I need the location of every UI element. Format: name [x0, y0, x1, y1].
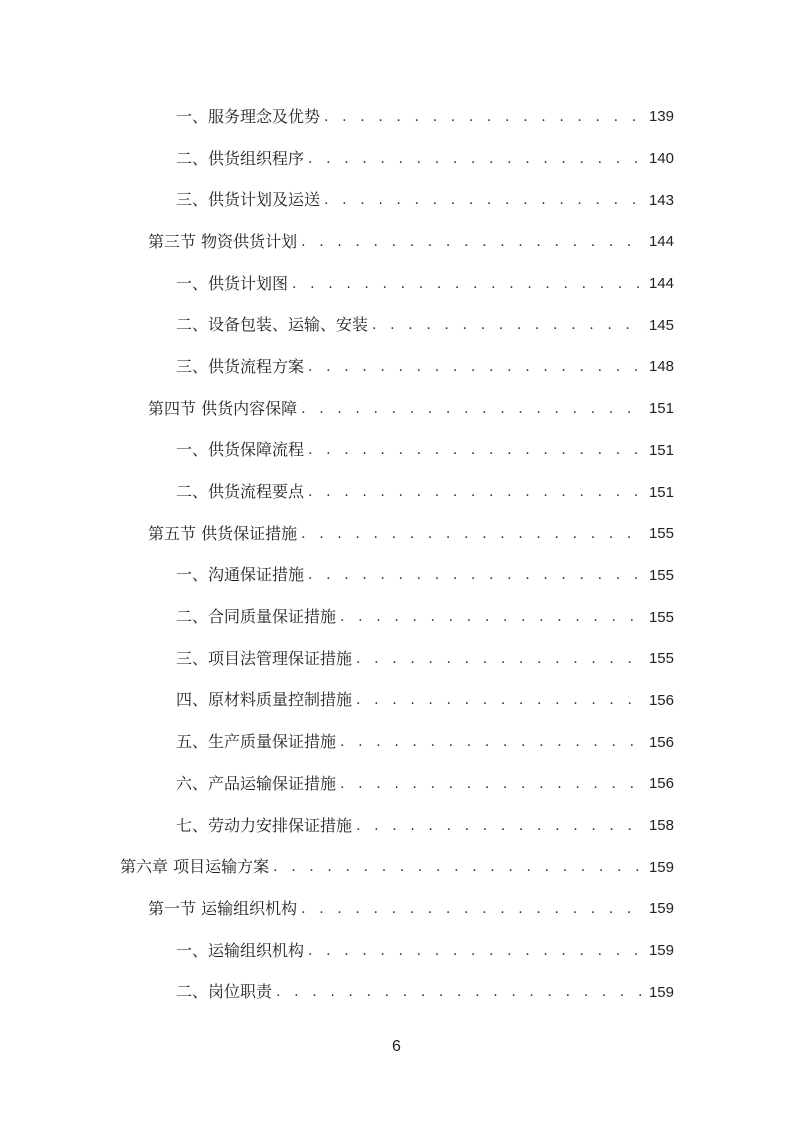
toc-dot-leader: [356, 693, 645, 707]
toc-entry-page: 145: [648, 316, 674, 334]
toc-entry-title: 三、供货流程方案: [176, 356, 305, 376]
toc-entry-title: 三、项目法管理保证措施: [176, 648, 353, 668]
toc-entry-section[interactable]: [0, 513, 793, 555]
toc-dot-leader: [308, 485, 645, 499]
toc-dot-leader: [273, 860, 645, 874]
toc-entry-title: 二、设备包装、运输、安装: [176, 315, 369, 335]
toc-dot-leader: [301, 527, 645, 541]
toc-dot-leader: [356, 819, 645, 833]
toc-entry-page: 140: [648, 150, 674, 168]
toc-dot-leader: [308, 568, 645, 582]
toc-entry-page: 156: [648, 775, 674, 793]
toc-entry[interactable]: [0, 138, 793, 180]
toc-dot-leader: [340, 777, 645, 791]
toc-entry-title: 一、运输组织机构: [176, 940, 305, 960]
toc-dot-leader: [340, 735, 645, 749]
toc-entry-title: 第三节 物资供货计划: [148, 231, 298, 251]
toc-dot-leader: [340, 610, 645, 624]
toc-entry[interactable]: [0, 304, 793, 346]
toc-entry-page: 155: [648, 566, 674, 584]
toc-entry[interactable]: [0, 471, 793, 513]
toc-entry-page: 159: [648, 983, 674, 1001]
toc-entry-title: 第五节 供货保证措施: [148, 523, 298, 543]
toc-entry-page: 156: [648, 691, 674, 709]
toc-entry-title: 七、劳动力安排保证措施: [176, 815, 353, 835]
toc-entry[interactable]: [0, 96, 793, 138]
toc-entry[interactable]: [0, 763, 793, 805]
toc-entry[interactable]: [0, 430, 793, 472]
toc-entry-section[interactable]: [0, 221, 793, 263]
toc-entry-title: 一、供货计划图: [176, 273, 289, 293]
toc-entry-section[interactable]: [0, 388, 793, 430]
toc-entry-page: 151: [648, 400, 674, 418]
toc-entry-page: 155: [648, 608, 674, 626]
toc-dot-leader: [308, 443, 645, 457]
toc-entry-page: 155: [648, 525, 674, 543]
toc-entry-page: 159: [648, 900, 674, 918]
toc-dot-leader: [324, 193, 645, 207]
toc-entry-page: 156: [648, 733, 674, 751]
toc-entry-page: 159: [648, 942, 674, 960]
toc-entry-title: 二、供货流程要点: [176, 482, 305, 502]
toc-entry-title: 六、产品运输保证措施: [176, 773, 337, 793]
toc-entry[interactable]: [0, 596, 793, 638]
toc-entry-title: 第四节 供货内容保障: [148, 398, 298, 418]
toc-entry-title: 第六章 项目运输方案: [120, 857, 270, 877]
toc-entry-page: 143: [648, 191, 674, 209]
toc-dot-leader: [308, 152, 645, 166]
toc-entry-title: 一、服务理念及优势: [176, 106, 321, 126]
toc-entry[interactable]: [0, 680, 793, 722]
toc-entry[interactable]: [0, 721, 793, 763]
toc-entry-page: 159: [648, 858, 674, 876]
toc-entry-section[interactable]: [0, 888, 793, 930]
toc-entry-page: 155: [648, 650, 674, 668]
toc-dot-leader: [301, 235, 645, 249]
toc-entry-title: 四、原材料质量控制措施: [176, 690, 353, 710]
toc-entry-title: 一、供货保障流程: [176, 440, 305, 460]
toc-entry[interactable]: [0, 805, 793, 847]
toc-dot-leader: [356, 652, 645, 666]
toc-dot-leader: [372, 318, 645, 332]
toc-entry[interactable]: [0, 638, 793, 680]
toc-dot-leader: [292, 277, 645, 291]
toc-entry-page: 158: [648, 817, 674, 835]
toc-dot-leader: [301, 902, 645, 916]
toc-dot-leader: [324, 110, 645, 124]
toc-entry-page: 144: [648, 275, 674, 293]
toc-entry-chapter[interactable]: [0, 846, 793, 888]
toc-entry-page: 148: [648, 358, 674, 376]
toc-dot-leader: [308, 944, 645, 958]
table-of-contents: [0, 96, 793, 1013]
toc-entry-page: 151: [648, 483, 674, 501]
toc-entry-title: 三、供货计划及运送: [176, 190, 321, 210]
toc-entry[interactable]: [0, 555, 793, 597]
toc-dot-leader: [276, 985, 645, 999]
toc-dot-leader: [308, 360, 645, 374]
toc-entry-page: 139: [648, 108, 674, 126]
toc-entry[interactable]: [0, 930, 793, 972]
toc-entry-title: 二、合同质量保证措施: [176, 607, 337, 627]
toc-entry-title: 二、供货组织程序: [176, 148, 305, 168]
toc-entry-title: 二、岗位职责: [176, 982, 273, 1002]
toc-entry-page: 144: [648, 233, 674, 251]
toc-entry[interactable]: [0, 971, 793, 1013]
toc-dot-leader: [301, 402, 645, 416]
toc-entry[interactable]: [0, 263, 793, 305]
toc-entry[interactable]: [0, 346, 793, 388]
toc-entry[interactable]: [0, 179, 793, 221]
toc-entry-title: 五、生产质量保证措施: [176, 732, 337, 752]
toc-entry-page: 151: [648, 441, 674, 459]
toc-entry-title: 第一节 运输组织机构: [148, 898, 298, 918]
page-number: 6: [392, 1038, 401, 1055]
toc-entry-title: 一、沟通保证措施: [176, 565, 305, 585]
